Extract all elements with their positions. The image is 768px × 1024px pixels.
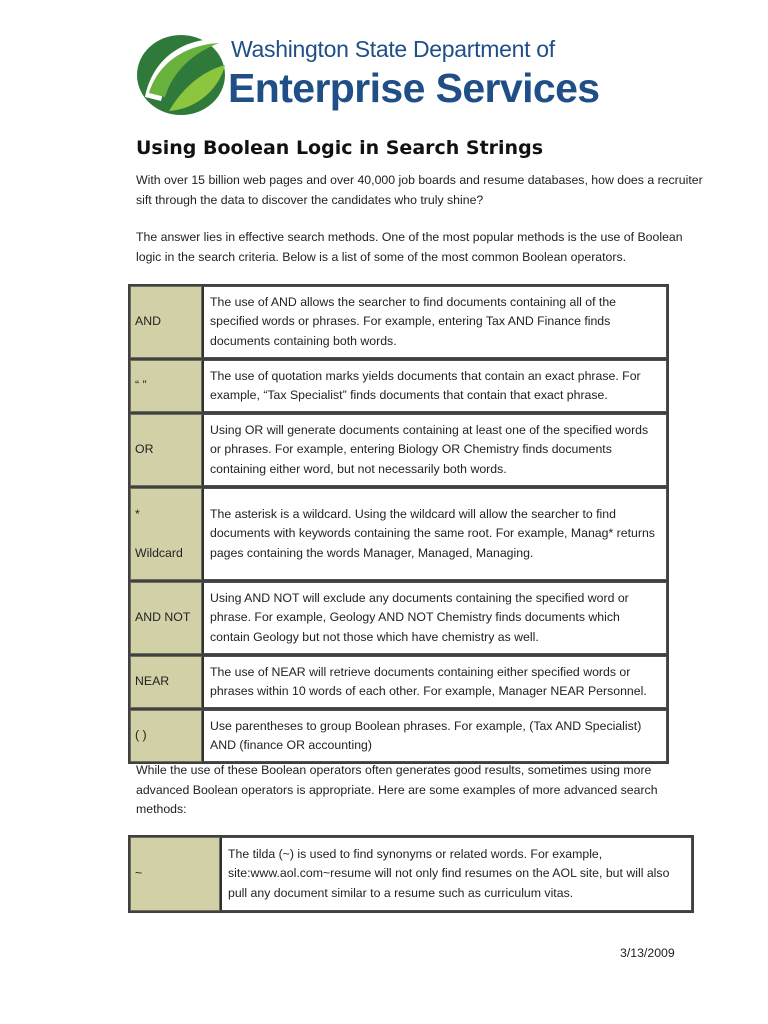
page-title: Using Boolean Logic in Search Strings: [136, 137, 543, 159]
operator-symbol: *: [135, 507, 140, 521]
org-name-line1: Washington State Department of: [231, 36, 555, 62]
operator-cell: OR: [130, 414, 202, 486]
table-row: [130, 656, 667, 708]
footer-date: 3/13/2009: [620, 946, 675, 960]
table-row: [130, 710, 667, 762]
operator-label: Wildcard: [135, 545, 183, 560]
operator-cell: ( ): [130, 710, 202, 762]
table-row: [130, 582, 667, 654]
description-cell: The tilda (~) is used to find synonyms or related words. For example, site:www.aol.com~resume will not only find resumes on the AOL site, but will also pull any document similar to a resume such as curriculum vitas.: [220, 837, 692, 911]
description-cell: The use of quotation marks yields documents that contain an exact phrase. For example, “Tax Specialist” finds documents that contain that exact phrase.: [202, 360, 667, 412]
operator-cell: AND: [130, 286, 202, 358]
table-row: [130, 837, 692, 911]
operator-cell: ~: [130, 837, 220, 911]
operator-cell: [130, 488, 202, 580]
table-row: [130, 286, 667, 358]
description-cell: Use parentheses to group Boolean phrases. For example, (Tax AND Specialist) AND (finance OR accounting): [202, 710, 667, 762]
boolean-operators-table: [128, 284, 669, 764]
advanced-intro-paragraph: While the use of these Boolean operators often generates good results, sometimes using more advanced Boolean operators is appropriate. Here are some examples of more advanced search methods:: [136, 763, 658, 816]
des-logo: [135, 27, 625, 119]
org-name-line2: Enterprise Services: [228, 65, 600, 111]
table-row: [130, 414, 667, 486]
operator-cell: “ ”: [130, 360, 202, 412]
intro-paragraph-1: With over 15 billion web pages and over 40,000 job boards and resume databases, how does a recruiter sift through the data to discover the candidates who truly shine?: [136, 173, 703, 207]
intro-paragraph-2: The answer lies in effective search methods. One of the most popular methods is the use of Boolean logic in the search criteria. Below is a list of some of the most common Boolean operators.: [136, 230, 683, 264]
table-row: [130, 360, 667, 412]
description-cell: The asterisk is a wildcard. Using the wildcard will allow the searcher to find documents with keywords containing the same root. For example, Manag* returns pages containing the words Manager, Managed, Managing.: [202, 488, 667, 580]
operator-cell: AND NOT: [130, 582, 202, 654]
logo-swoosh-icon: [135, 27, 227, 119]
operator-cell: NEAR: [130, 656, 202, 708]
description-cell: Using AND NOT will exclude any documents containing the specified word or phrase. For example, Geology AND NOT Chemistry finds documents which contain Geology but not those which have chemistry as well.: [202, 582, 667, 654]
description-cell: Using OR will generate documents containing at least one of the specified words or phrases. For example, entering Biology OR Chemistry finds documents containing either word, but not necessarily both words.: [202, 414, 667, 486]
description-cell: The use of NEAR will retrieve documents containing either specified words or phrases within 10 words of each other. For example, Manager NEAR Personnel.: [202, 656, 667, 708]
description-cell: The use of AND allows the searcher to find documents containing all of the specified words or phrases. For example, entering Tax AND Finance finds documents containing both words.: [202, 286, 667, 358]
advanced-operators-table: [128, 835, 694, 913]
table-row: [130, 488, 667, 580]
